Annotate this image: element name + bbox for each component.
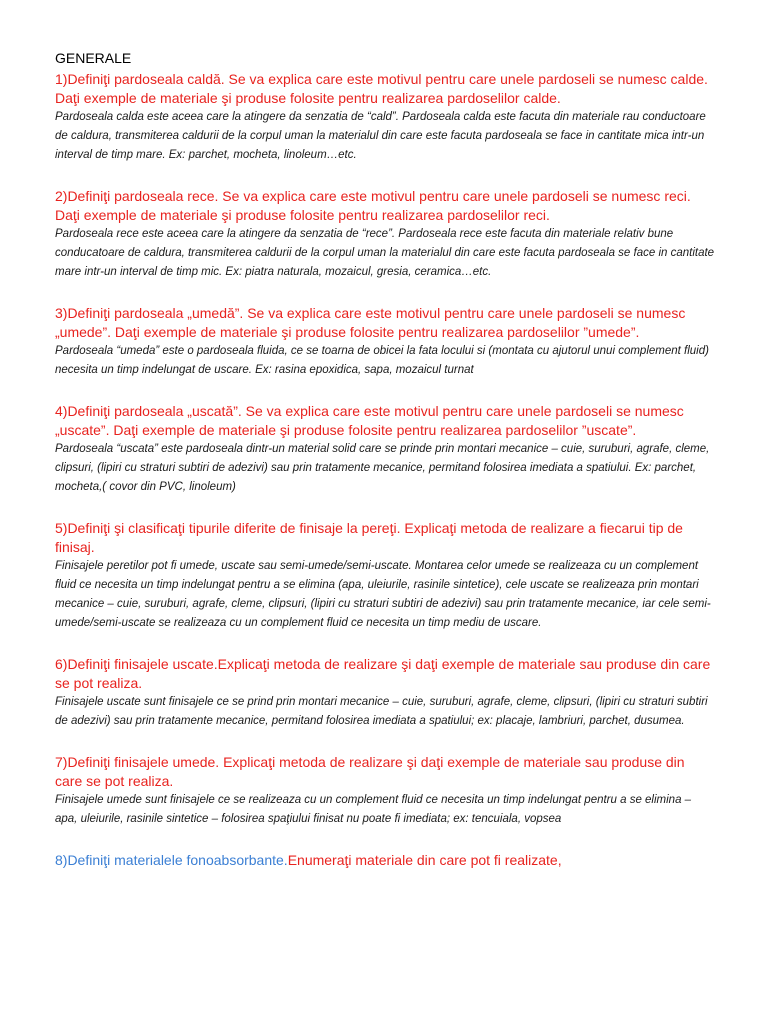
question-text: 6)Definiţi finisajele uscate.Explicaţi metoda de realizare şi daţi exemple de materiale sau produse din care se pot realiza. <box>55 656 711 691</box>
question-text <box>55 851 715 870</box>
qa-item-7 <box>55 753 715 829</box>
question-text-blue: 8)Definiţi materialele fonoabsorbante. <box>55 852 288 868</box>
qa-item-3 <box>55 304 715 380</box>
qa-item-1 <box>55 70 715 165</box>
answer-text: Finisajele uscate sunt finisajele ce se prind prin montari mecanice – cuie, suruburi, agrafe, cleme, clipsuri, (lipiri cu straturi subtiri de adezivi) sau prin tratamente mecanice, permitand folosirea imediata a spatiului; ex: placaje, lambriuri, parchet, dusumea. <box>55 696 708 727</box>
answer-text: Pardoseala “umeda” este o pardoseala fluida, ce se toarna de obicei la fata locului si (montata cu ajutorul unui complement fluid) necesita un timp indelungat de uscare. Ex: rasina epoxidica, sapa, mozaicul turnat <box>55 345 709 376</box>
qa-item-5 <box>55 519 715 633</box>
answer-text: Pardoseala “uscata” este pardoseala dintr-un material solid care se prinde prin montari mecanice – cuie, suruburi, agrafe, cleme, clipsuri, (lipiri cu straturi subtiri de adezivi) sau prin tratamente mecanice, permitand folosirea imediata a spatiului. Ex: parchet, mocheta,( covor din PVC, linoleum) <box>55 443 710 493</box>
question-text: 3)Definiţi pardoseala „umedă”. Se va explica care este motivul pentru care unele pardoseli se numesc „umede”. Daţi exemple de materiale şi produse folosite pentru realizarea pardoselilor ”umede”. <box>55 305 686 340</box>
question-text: 5)Definiţi şi clasificaţi tipurile diferite de finisaje la pereţi. Explicaţi metoda de realizare a fiecarui tip de finisaj. <box>55 520 683 555</box>
qa-item-8 <box>55 851 715 870</box>
answer-text: Pardoseala calda este aceea care la atingere da senzatia de “cald”. Pardoseala calda este facuta din materiale rau conductoare de caldura, transmiterea caldurii de la corpul uman la materialul din care este facuta pardoseala se face in cantitate mica intr-un interval de timp mare. Ex: parchet, mocheta, linoleum…etc. <box>55 111 706 161</box>
answer-text: Finisajele umede sunt finisajele ce se realizeaza cu un complement fluid ce necesita un timp indelungat pentru a se elimina – apa, uleiurile, rasinile sintetice – folosirea spaţiului finisat nu poate fi imediata; ex: tencuiala, vopsea <box>55 794 692 825</box>
question-text: 1)Definiţi pardoseala caldă. Se va explica care este motivul pentru care unele pardoseli se numesc calde. Daţi exemple de materiale şi produse folosite pentru realizarea pardoselilor calde. <box>55 71 708 106</box>
qa-item-4 <box>55 402 715 497</box>
question-text: 7)Definiţi finisajele umede. Explicaţi metoda de realizare şi daţi exemple de materiale sau produse din care se pot realiza. <box>55 754 685 789</box>
qa-item-6 <box>55 655 715 731</box>
question-text: 4)Definiţi pardoseala „uscată”. Se va explica care este motivul pentru care unele pardoseli se numesc „uscate”. Daţi exemple de materiale şi produse folosite pentru realizarea pardoselilor ”uscate”. <box>55 403 684 438</box>
document-page <box>55 49 715 870</box>
qa-item-2 <box>55 187 715 282</box>
answer-text: Pardoseala rece este aceea care la atingere da senzatia de “rece”. Pardoseala rece este facuta din materiale relativ bune conducatoare de caldura, transmiterea caldurii de la corpul uman la materialul din care este facuta pardoseala se face in cantitate mare intr-un interval de timp mic. Ex: piatra naturala, mozaicul, gresia, ceramica…etc. <box>55 228 715 278</box>
section-heading: GENERALE <box>55 50 132 66</box>
answer-text: Finisajele peretilor pot fi umede, uscate sau semi-umede/semi-uscate. Montarea celor umede se realizeaza cu un complement fluid ce necesita un timp indelungat pentru a se elimina (apa, uleiurile, rasinile sintetice), cele uscate se realizeaza prin montari mecanice – cuie, suruburi, agrafe, cleme, clipsuri, (lipiri cu straturi subtiri de adezivi) sau prin tratamente mecanice, iar cele semi-umede/semi-uscate se realizeaza cu un complement fluid ce necesita un timp mediu de uscare. <box>55 560 711 629</box>
question-text: 2)Definiţi pardoseala rece. Se va explica care este motivul pentru care unele pardoseli se numesc reci. Daţi exemple de materiale şi produse folosite pentru realizarea pardoselilor reci. <box>55 188 691 223</box>
question-text-red: Enumeraţi materiale din care pot fi realizate, <box>287 852 562 868</box>
